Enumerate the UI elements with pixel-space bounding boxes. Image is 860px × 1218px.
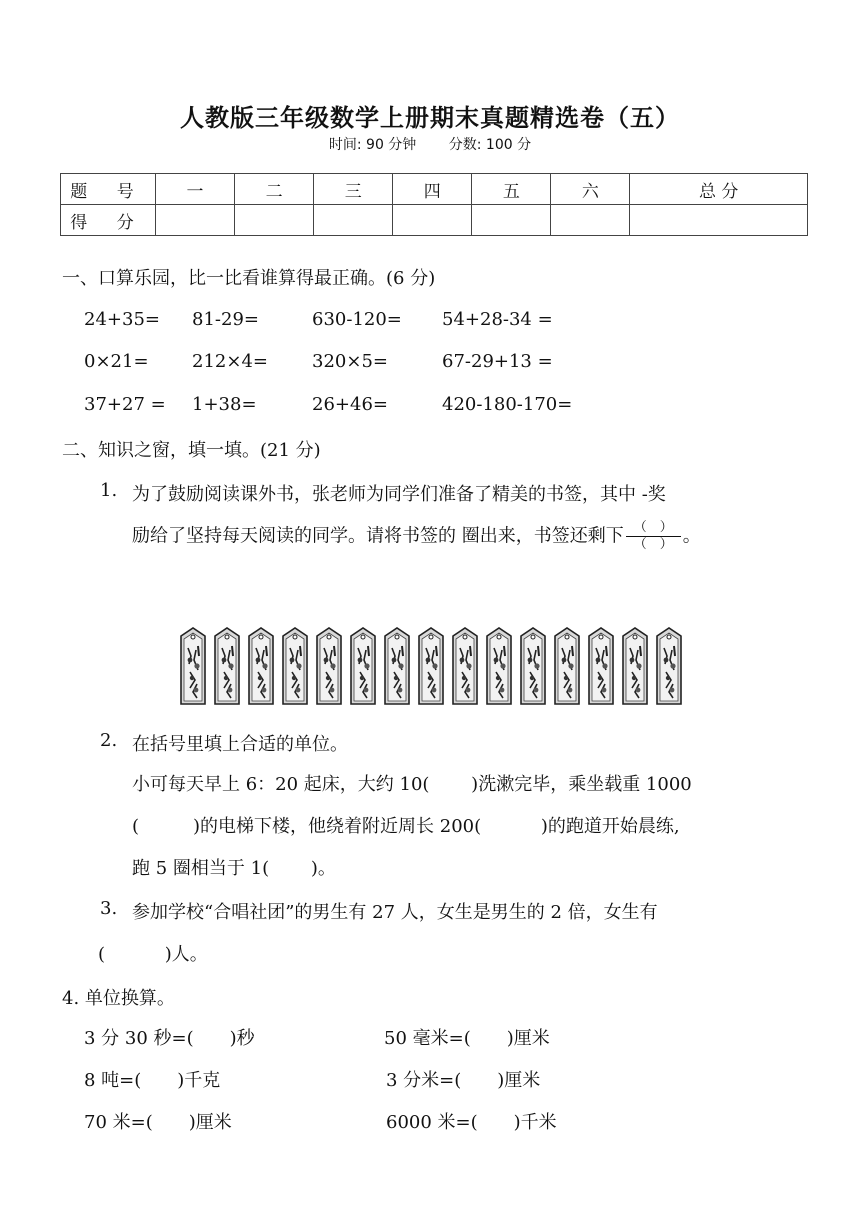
bookmark-icon[interactable] xyxy=(484,626,514,706)
page-title: 人教版三年级数学上册期末真题精选卷（五） xyxy=(180,104,680,132)
bookmark-icon[interactable] xyxy=(654,626,684,706)
score-table xyxy=(60,173,808,236)
calc-item: 81-29= xyxy=(192,309,259,330)
q3-text-line1: 参加学校“合唱社团”的男生有 27 人，女生是男生的 2 倍，女生有 xyxy=(132,902,658,923)
bookmark-icon[interactable] xyxy=(586,626,616,706)
q2-text-line2: 小可每天早上 6：20 起床，大约 10( )洗漱完毕，乘坐载重 1000 xyxy=(132,774,692,795)
calc-item: 212×4= xyxy=(192,351,268,372)
calc-item: 1+38= xyxy=(192,394,257,415)
bookmark-icon[interactable] xyxy=(178,626,208,706)
score-cell[interactable] xyxy=(630,205,808,236)
fraction-denominator: （ ） xyxy=(633,537,673,552)
conversion-item: 70 米=( )厘米 xyxy=(84,1112,232,1133)
exam-info xyxy=(0,134,860,154)
q3-text-line2: ( )人。 xyxy=(98,944,208,965)
bookmark-icon[interactable] xyxy=(280,626,310,706)
bookmark-icon[interactable] xyxy=(348,626,378,706)
score-cell[interactable] xyxy=(472,205,551,236)
question-number: 1. xyxy=(100,480,118,501)
score-table-header-row xyxy=(61,174,808,205)
score-header-cell: 一 xyxy=(156,174,235,205)
bookmark-icon[interactable] xyxy=(314,626,344,706)
calc-item: 320×5= xyxy=(312,351,388,372)
calc-item: 37+27 = xyxy=(84,394,166,415)
q1-text: 励给了坚持每天阅读的同学。请将书签的 圈出来，书签还剩下 xyxy=(132,525,624,547)
bookmark-icon[interactable] xyxy=(246,626,276,706)
score-header-cell: 四 xyxy=(393,174,472,205)
score-cell[interactable] xyxy=(156,205,235,236)
conversion-item: 6000 米=( )千米 xyxy=(386,1112,557,1133)
conversion-item: 3 分 30 秒=( )秒 xyxy=(84,1028,255,1049)
score-table-score-row xyxy=(61,205,808,236)
score-cell[interactable] xyxy=(235,205,314,236)
exam-time: 时间: 90 分钟 xyxy=(328,137,417,153)
bookmark-icon[interactable] xyxy=(620,626,650,706)
bookmark-icon[interactable] xyxy=(212,626,242,706)
score-cell[interactable] xyxy=(393,205,472,236)
conversion-item: 50 毫米=( )厘米 xyxy=(384,1028,550,1049)
fraction-numerator: （ ） xyxy=(626,520,681,537)
calc-item: 54+28-34 = xyxy=(442,309,553,330)
calc-item: 24+35= xyxy=(84,309,160,330)
q2-text-line4: 跑 5 圈相当于 1( )。 xyxy=(132,858,336,879)
score-header-cell: 三 xyxy=(314,174,393,205)
question-number: 2. xyxy=(100,730,118,751)
bookmark-group xyxy=(178,626,684,706)
exam-total-score: 分数: 100 分 xyxy=(448,137,532,153)
bookmark-icon[interactable] xyxy=(450,626,480,706)
conversion-item: 3 分米=( )厘米 xyxy=(386,1070,541,1091)
q1-text-line1: 为了鼓励阅读课外书，张老师为同学们准备了精美的书签，其中 -奖 xyxy=(132,484,666,505)
bookmark-icon[interactable] xyxy=(416,626,446,706)
fraction-blank[interactable] xyxy=(626,520,681,553)
score-cell[interactable] xyxy=(314,205,393,236)
section2-heading: 二、知识之窗，填一填。(21 分) xyxy=(62,440,321,461)
calc-item: 420-180-170= xyxy=(442,394,573,415)
bookmark-icon[interactable] xyxy=(382,626,412,706)
score-cell[interactable] xyxy=(551,205,630,236)
score-header-cell: 题 号 xyxy=(61,174,156,205)
score-row-label: 得 分 xyxy=(61,205,156,236)
score-header-cell: 二 xyxy=(235,174,314,205)
calc-item: 67-29+13 = xyxy=(442,351,553,372)
calc-item: 630-120= xyxy=(312,309,402,330)
bookmark-icon[interactable] xyxy=(552,626,582,706)
score-header-cell: 总 分 xyxy=(630,174,808,205)
q1-text-line2 xyxy=(132,520,701,553)
q2-text-line1: 在括号里填上合适的单位。 xyxy=(132,734,348,755)
score-header-cell: 六 xyxy=(551,174,630,205)
q2-text-line3: ( )的电梯下楼，他绕着附近周长 200( )的跑道开始晨练, xyxy=(132,816,680,837)
q1-end: 。 xyxy=(682,525,701,547)
score-header-cell: 五 xyxy=(472,174,551,205)
calc-item: 26+46= xyxy=(312,394,388,415)
question-number: 3. xyxy=(100,898,118,919)
calc-item: 0×21= xyxy=(84,351,149,372)
section1-heading: 一、口算乐园，比一比看谁算得最正确。(6 分) xyxy=(62,268,436,289)
bookmark-icon[interactable] xyxy=(518,626,548,706)
conversion-item: 8 吨=( )千克 xyxy=(84,1070,221,1091)
section4-heading: 4. 单位换算。 xyxy=(62,988,175,1009)
